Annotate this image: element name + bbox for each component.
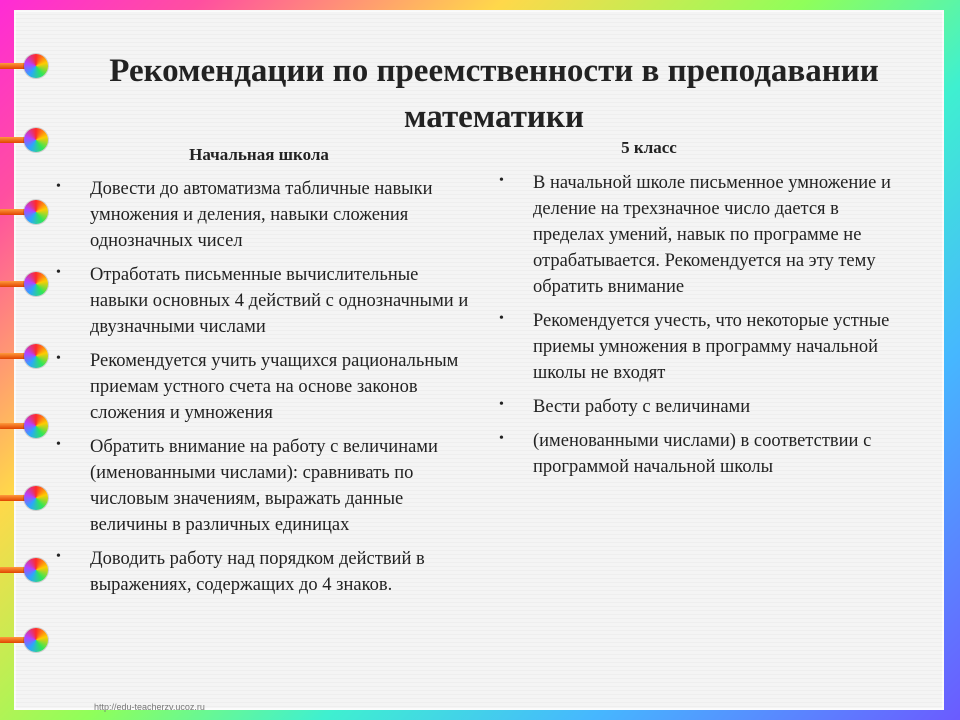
bullet-icon: • bbox=[499, 397, 504, 412]
binder-ring-icon bbox=[0, 128, 56, 150]
list-item-text: Рекомендуется учесть, что некоторые устные приемы умножения в программу начальной школы не входят bbox=[533, 311, 890, 383]
list-item bbox=[56, 262, 470, 340]
list-item bbox=[499, 394, 913, 420]
list-item bbox=[499, 170, 913, 300]
binder-ring-icon bbox=[0, 54, 56, 76]
list-item-text: Довести до автоматизма табличные навыки умножения и деления, навыки сложения однозначных чисел bbox=[90, 179, 433, 251]
list-item-text: Доводить работу над порядком действий в выражениях, содержащих до 4 знаков. bbox=[90, 549, 425, 595]
list-item-text: Вести работу с величинами bbox=[533, 397, 751, 417]
slide-sheet bbox=[14, 10, 944, 710]
binder-ring-icon bbox=[0, 558, 56, 580]
left-bullet-list bbox=[56, 176, 470, 606]
binder-ring-icon bbox=[0, 200, 56, 222]
list-item-text: В начальной школе письменное умножение и деление на трехзначное число дается в пределах умений, навык по программе не отрабатывается. Рекомендуется на эту тему обратить внимание bbox=[533, 173, 891, 297]
list-item bbox=[56, 546, 470, 598]
binder-ring-icon bbox=[0, 344, 56, 366]
list-item bbox=[499, 428, 913, 480]
bullet-icon: • bbox=[499, 431, 504, 446]
list-item-text: Обратить внимание на работу с величинами (именованными числами): сравнивать по числовым значениям, выражать данные величины в различных единицах bbox=[90, 437, 438, 535]
list-item bbox=[56, 348, 470, 426]
list-item bbox=[499, 308, 913, 386]
bullet-icon: • bbox=[56, 437, 61, 452]
left-column-heading: Начальная школа bbox=[189, 145, 329, 164]
bullet-icon: • bbox=[56, 179, 61, 194]
binder-ring-icon bbox=[0, 272, 56, 294]
binder-ring-icon bbox=[0, 414, 56, 436]
binder-ring-icon bbox=[0, 628, 56, 650]
bullet-icon: • bbox=[56, 351, 61, 366]
bullet-icon: • bbox=[499, 173, 504, 188]
bullet-icon: • bbox=[56, 549, 61, 564]
source-url: http://edu-teacherzv.ucoz.ru bbox=[94, 702, 205, 712]
right-column-heading: 5 класс bbox=[621, 138, 677, 157]
bullet-icon: • bbox=[56, 265, 61, 280]
list-item-text: Отработать письменные вычислительные навыки основных 4 действий с однозначными и двузначными числами bbox=[90, 265, 469, 337]
list-item bbox=[56, 176, 470, 254]
right-bullet-list bbox=[499, 170, 913, 488]
list-item-text: Рекомендуется учить учащихся рациональным приемам устного счета на основе законов сложения и умножения bbox=[90, 351, 459, 423]
binder-ring-icon bbox=[0, 486, 56, 508]
slide-title: Рекомендации по преемственности в преподавании математики bbox=[109, 53, 879, 135]
list-item bbox=[56, 434, 470, 538]
bullet-icon: • bbox=[499, 311, 504, 326]
list-item-text: (именованными числами) в соответствии с программой начальной школы bbox=[533, 431, 872, 477]
